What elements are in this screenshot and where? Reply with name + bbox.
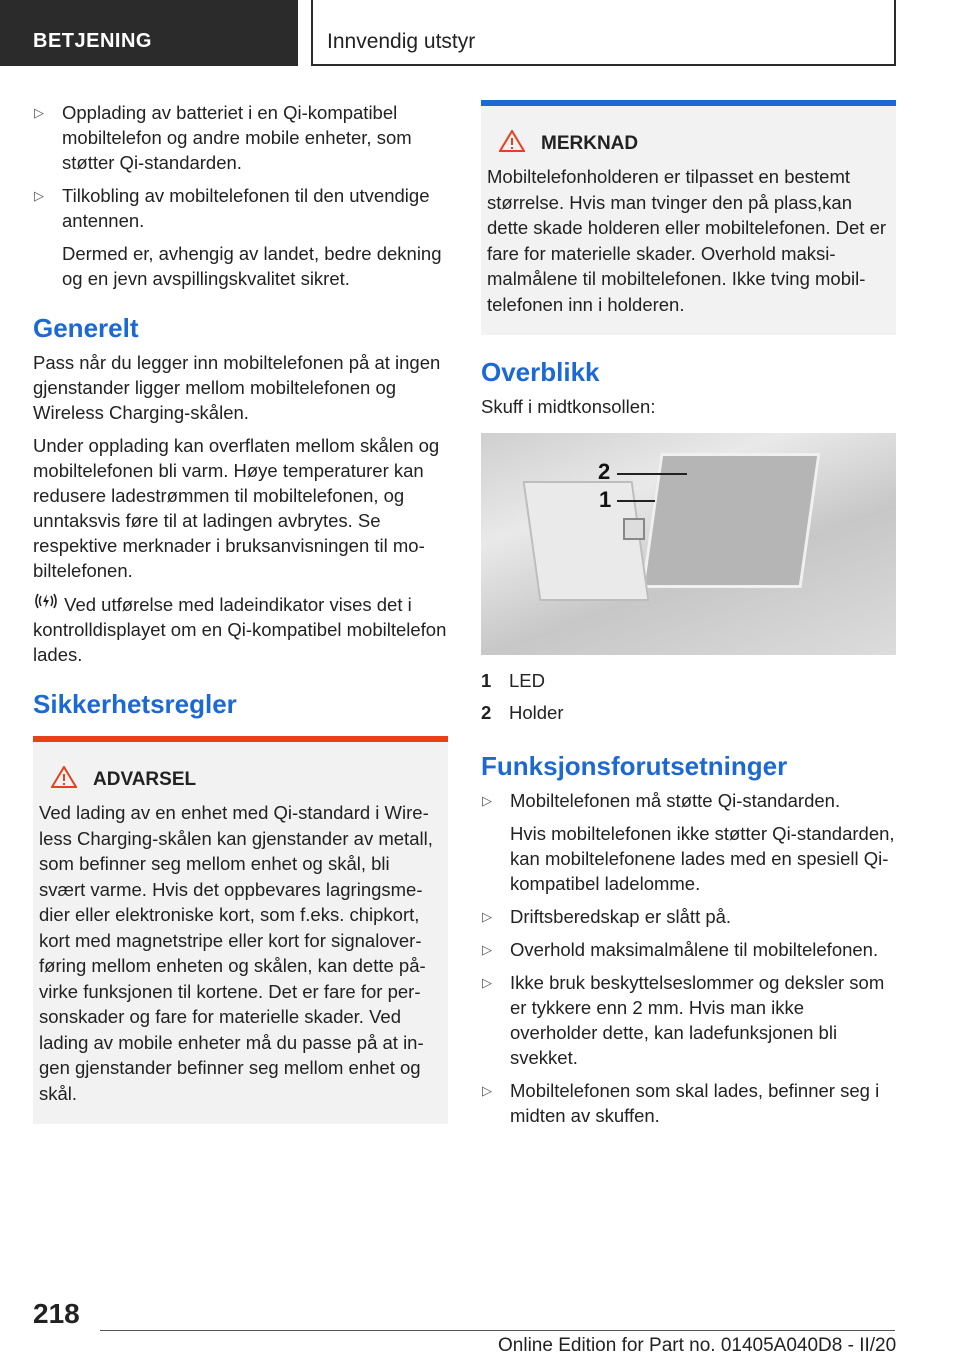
warning-triangle-icon [499, 130, 541, 158]
note-text: Mobiltelefonholderen er tilpasset en bestemt størrelse. Hvis man tvinger den på plass,kan dette skade holderen eller mobiltelefonen. Det er fare for materielle skader. Overhold maksimalmålene til mobiltelefonen. Ikke tving mobiltelefonen inn i holderen. [487, 166, 887, 315]
heading-sikkerhetsregler: Sikkerhetsregler [33, 689, 237, 719]
warning-triangle-icon [51, 766, 93, 794]
heading-overblikk: Overblikk [481, 357, 600, 387]
triangle-bullet-icon: ▷ [34, 188, 44, 203]
wireless-charging-icon [33, 594, 59, 615]
warning-box [33, 736, 448, 1124]
heading-generelt: Generelt [33, 313, 139, 343]
legend-row: 1 LED [481, 670, 545, 691]
legend-row: 2 Holder [481, 702, 564, 723]
note-title: MERKNAD [541, 133, 639, 154]
triangle-bullet-icon: ▷ [34, 105, 44, 120]
photo-legend [481, 665, 896, 729]
callout-line [617, 473, 687, 475]
paragraph: Pass når du legger inn mobiltelefonen på at ingen gjenstander ligger mellom mobiltelefonen og Wireless Charging-skålen. [33, 352, 441, 423]
paragraph: Ved utførelse med ladeindikator vises det i kontrolldisplayet om en Qi-kompatibel mobiltelefon lades. [33, 594, 447, 665]
paragraph: Skuff i midtkonsollen: [481, 396, 656, 417]
heading-funksjonsforutsetninger: Funksjonsforutsetninger [481, 751, 788, 781]
list-item: ▷ Tilkobling av mobiltelefonen til den utvendige antennen. Dermed er, avhengig av landet, bedre dekning og en jevn avspillingskvalitet sikret. [33, 183, 448, 291]
right-column [481, 100, 896, 1136]
warning-title: ADVARSEL [93, 769, 197, 790]
section-label: BETJENING [0, 0, 298, 66]
triangle-bullet-icon: ▷ [482, 975, 492, 990]
footer-divider [100, 1330, 895, 1331]
console-photo [481, 433, 896, 655]
list-item: ▷ Mobiltelefonen må støtte Qi-standarden. Hvis mobiltelefonen ikke støtter Qi-standarden, kan mobiltelefonene lades med en spesiell Qi-kompatibel ladelomme. [482, 790, 895, 894]
console-lid [523, 481, 650, 601]
callout-label: 1 [599, 487, 612, 512]
triangle-bullet-icon: ▷ [482, 1083, 492, 1098]
page-number: 218 [33, 1298, 80, 1329]
list-item-detail: Dermed er, avhengig av landet, bedre dekning og en jevn avspillingskvalitet sikret. [62, 243, 442, 289]
list-item-detail: Hvis mobiltelefonen ikke støtter Qi-standarden, kan mobiltelefonene lades med en spesiell Qi-kompatibel ladelomme. [510, 823, 895, 894]
warning-text: Ved lading av en enhet med Qi-standard i Wireless Charging-skålen kan gjenstander av metall, som befinner seg mellom enhet og skål, bli svært varme. Hvis det oppbevares lagringsmedier eller elektroniske kort, som f.eks. chipkort, kort med magnetstripe eller kort for signaloverføring mellom enheten og skålen, kan dette påvirke funksjonen til kortene. Det er fare for personskader og fare for materielle skader. Ved lading av mobile enheter må du passe på at ingen gjenstander befinner seg mellom enhet og skål. [39, 802, 433, 1104]
list-item: ▷ Driftsberedskap er slått på. [482, 906, 732, 927]
note-box [481, 100, 896, 335]
list-item: ▷ Ikke bruk beskyttelseslommer og deksler som er tykkere enn 2 mm. Hvis man ikke overholder dette, kan ladefunksjonen bli svekket. [482, 972, 885, 1068]
callout-label: 2 [598, 459, 611, 484]
chapter-label: Innvendig utstyr [311, 0, 896, 66]
edition-label: Online Edition for Part no. 01405A040D8 - II/20 [498, 1335, 897, 1356]
requirements-list [481, 788, 896, 1128]
list-item: ▷ Mobiltelefonen som skal lades, befinner seg i midten av skuffen. [482, 1080, 880, 1126]
led-indicator [623, 518, 645, 540]
list-item: ▷ Overhold maksimalmålene til mobiltelefonen. [482, 939, 879, 960]
page-header [0, 0, 960, 66]
triangle-bullet-icon: ▷ [482, 909, 492, 924]
triangle-bullet-icon: ▷ [482, 793, 492, 808]
list-item: ▷ Opplading av batteriet i en Qi-kompatibel mobiltelefon og andre mobile enheter, som støtter Qi-standarden. [34, 102, 412, 173]
triangle-bullet-icon: ▷ [482, 942, 492, 957]
left-column [33, 100, 448, 1124]
paragraph: Under opplading kan overflaten mellom skålen og mobiltelefonen bli varm. Høye temperaturer kan redusere ladestrømmen til mobiltelefonen, og unntaksvis føre til at ladingen avbrytes. Se respektive merknader i bruksanvisningen til mobiltelefonen. [33, 435, 440, 581]
callout-line [617, 500, 655, 502]
feature-list [33, 100, 448, 291]
